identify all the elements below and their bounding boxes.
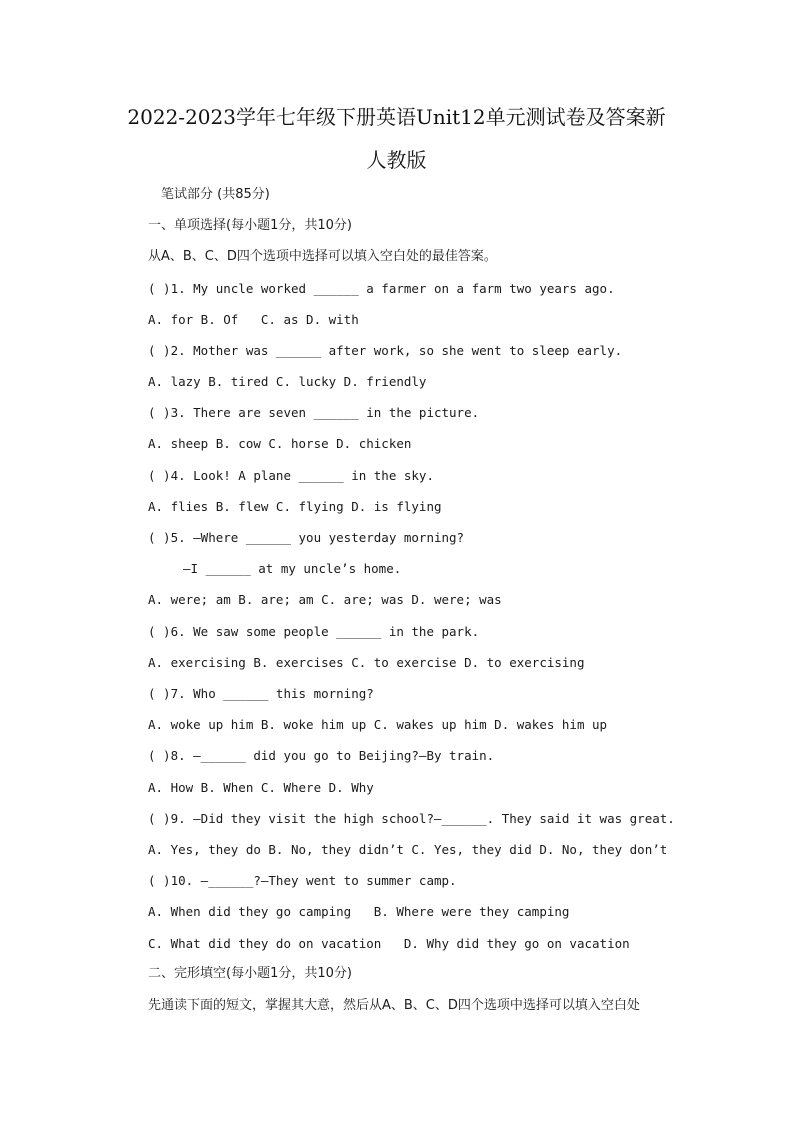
- question-3-options: A. sheep B. cow C. horse D. chicken: [148, 436, 412, 451]
- question-1-stem: ( )1. My uncle worked ______ a farmer on a farm two years ago.: [148, 281, 615, 296]
- section1-heading: 一、单项选择(每小题1分，共10分): [148, 218, 352, 233]
- question-9-stem: ( )9. —Did they visit the high school?—______. They said it was great.: [148, 811, 675, 826]
- question-5-options: A. were; am B. are; am C. are; was D. were; was: [148, 592, 502, 607]
- document-title-line-2: 人教版: [366, 148, 427, 172]
- question-1-options: A. for B. Of C. as D. with: [148, 312, 359, 327]
- question-6-options: A. exercising B. exercises C. to exercise D. to exercising: [148, 655, 585, 670]
- question-2-stem: ( )2. Mother was ______ after work, so she went to sleep early.: [148, 343, 623, 358]
- question-9-options: A. Yes, they do B. No, they didn’t C. Yes, they did D. No, they don’t: [148, 842, 668, 857]
- document-title-line-1: 2022-2023学年七年级下册英语Unit12单元测试卷及答案新: [127, 105, 666, 129]
- question-3-stem: ( )3. There are seven ______ in the picture.: [148, 405, 480, 420]
- section2-instruction: 先通读下面的短文，掌握其大意，然后从A、B、C、D四个选项中选择可以填入空白处: [148, 998, 640, 1013]
- question-10-options: A. When did they go camping B. Where were they camping: [148, 904, 570, 919]
- question-8-options: A. How B. When C. Where D. Why: [148, 780, 374, 795]
- question-6-stem: ( )6. We saw some people ______ in the park.: [148, 624, 480, 639]
- question-7-options: A. woke up him B. woke him up C. wakes up him D. wakes him up: [148, 717, 608, 732]
- section1-instruction: 从A、B、C、D四个选项中选择可以填入空白处的最佳答案。: [148, 249, 497, 264]
- question-5-stem: ( )5. —Where ______ you yesterday morning?: [148, 530, 465, 545]
- question-2-options: A. lazy B. tired C. lucky D. friendly: [148, 374, 427, 389]
- question-10-stem: ( )10. —______?—They went to summer camp.: [148, 873, 457, 888]
- question-4-stem: ( )4. Look! A plane ______ in the sky.: [148, 468, 434, 483]
- question-5-stem-line2: —I ______ at my uncle’s home.: [183, 561, 402, 576]
- question-4-options: A. flies B. flew C. flying D. is flying: [148, 499, 442, 514]
- question-8-stem: ( )8. —______ did you go to Beijing?—By train.: [148, 748, 495, 763]
- written-part-heading: 笔试部分 (共85分): [161, 187, 270, 202]
- section2-heading: 二、完形填空(每小题1分，共10分): [148, 966, 352, 981]
- question-10-options-line2: C. What did they do on vacation D. Why did they go on vacation: [148, 936, 630, 951]
- question-7-stem: ( )7. Who ______ this morning?: [148, 686, 374, 701]
